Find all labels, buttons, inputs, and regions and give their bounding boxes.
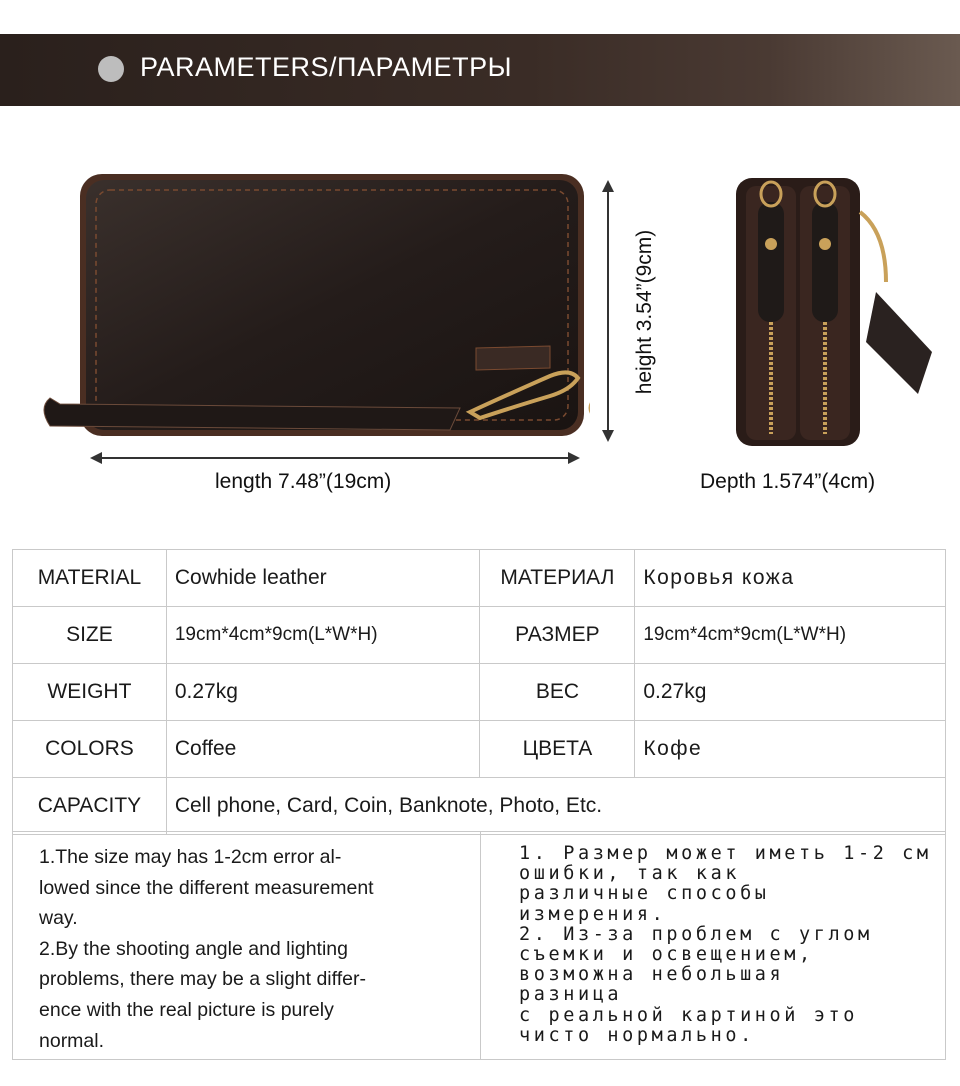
spec-value-ru: Кофе <box>635 721 946 778</box>
spec-key-en: COLORS <box>13 721 167 778</box>
spec-value-ru: 0.27kg <box>635 664 946 721</box>
spec-table <box>12 549 946 835</box>
length-label: length 7.48”(19cm) <box>215 470 392 493</box>
spec-key-ru: ВЕС <box>480 664 635 721</box>
table-row <box>13 550 946 607</box>
spec-value-en: Coffee <box>166 721 480 778</box>
wallet-front-image <box>30 168 590 473</box>
notes-ru <box>481 832 945 1059</box>
spec-key-en: SIZE <box>13 607 167 664</box>
page-title: PARAMETERS/ПАРАМЕТРЫ <box>140 52 513 82</box>
spec-value-en: Cowhide leather <box>166 550 480 607</box>
height-label: height 3.54”(9cm) <box>633 229 656 395</box>
spec-key-ru: МАТЕРИАЛ <box>480 550 635 607</box>
depth-label: Depth 1.574”(4cm) <box>700 470 876 493</box>
length-arrow <box>90 450 580 466</box>
notes-box <box>12 831 946 1060</box>
spec-value-en: 19cm*4cm*9cm(L*W*H) <box>166 607 480 664</box>
notes-ru-text: 1. Размер может иметь 1-2 см ошибки, так как различные способы измерения. 2. Из-за проблем с углом съемки и освещением, возможна небольшая разница с реальной картиной это чисто нормально. <box>519 843 932 1046</box>
spec-value-ru: 19cm*4cm*9cm(L*W*H) <box>635 607 946 664</box>
bullet-circle-icon <box>98 56 124 82</box>
wallet-side-image <box>736 172 940 452</box>
height-arrow <box>598 180 618 442</box>
spec-key-en: MATERIAL <box>13 550 167 607</box>
spec-value-en: 0.27kg <box>166 664 480 721</box>
table-row <box>13 664 946 721</box>
table-row <box>13 778 946 835</box>
notes-en <box>13 832 481 1059</box>
spec-value-ru: Коровья кожа <box>635 550 946 607</box>
table-row <box>13 721 946 778</box>
spec-key-ru: ЦВЕТА <box>480 721 635 778</box>
capacity-key: CAPACITY <box>13 778 167 835</box>
table-row <box>13 607 946 664</box>
header-banner <box>0 34 960 106</box>
spec-key-en: WEIGHT <box>13 664 167 721</box>
notes-en-text: 1.The size may has 1-2cm error al- lowed since the different measurement way. 2.By the shooting angle and lighting problems, there may be a slight differ- ence with the real picture is purely normal. <box>39 846 374 1052</box>
spec-key-ru: РАЗМЕР <box>480 607 635 664</box>
capacity-value: Cell phone, Card, Coin, Banknote, Photo, Etc. <box>166 778 945 835</box>
